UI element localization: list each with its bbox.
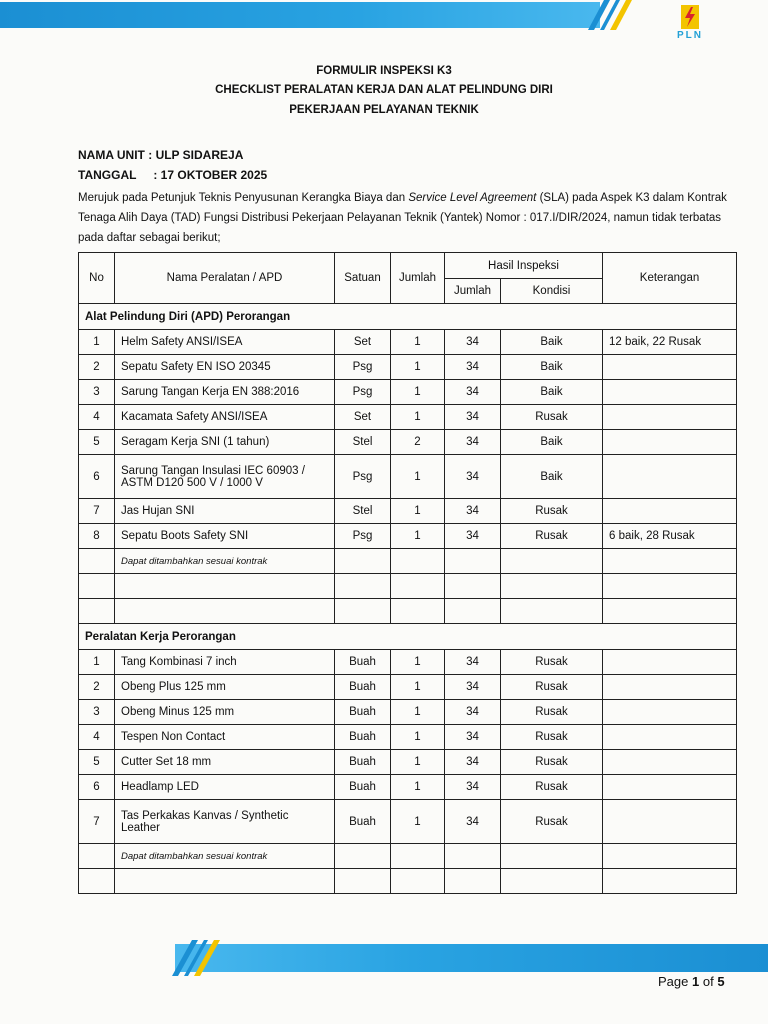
note-cell xyxy=(445,549,501,574)
row-unit: Psg xyxy=(335,455,391,499)
table-row xyxy=(79,750,737,775)
row-count: 34 xyxy=(445,650,501,675)
row-no: 2 xyxy=(79,675,115,700)
empty-cell xyxy=(335,869,391,894)
row-remarks xyxy=(603,499,737,524)
table-row xyxy=(79,700,737,725)
header-result-qty: Jumlah xyxy=(445,279,501,304)
row-unit: Psg xyxy=(335,355,391,380)
row-no: 7 xyxy=(79,499,115,524)
row-unit: Stel xyxy=(335,430,391,455)
table-row xyxy=(79,430,737,455)
table-row xyxy=(79,524,737,549)
row-name: Tas Perkakas Kanvas / Synthetic Leather xyxy=(115,800,335,844)
footer-stripes-decoration xyxy=(168,940,238,976)
lightning-icon xyxy=(680,4,700,30)
intro-text-1: Merujuk pada Petunjuk Teknis Penyusunan Kerangka Biaya dan xyxy=(78,192,409,204)
row-count: 34 xyxy=(445,750,501,775)
empty-cell xyxy=(79,599,115,624)
header-qty: Jumlah xyxy=(391,253,445,304)
row-no: 6 xyxy=(79,775,115,800)
row-condition: Baik xyxy=(501,380,603,405)
table-row xyxy=(79,775,737,800)
row-count: 34 xyxy=(445,499,501,524)
row-qty: 1 xyxy=(391,380,445,405)
row-remarks xyxy=(603,800,737,844)
row-qty: 1 xyxy=(391,355,445,380)
row-count: 34 xyxy=(445,800,501,844)
row-count: 34 xyxy=(445,330,501,355)
empty-cell xyxy=(445,574,501,599)
row-condition: Baik xyxy=(501,430,603,455)
row-qty: 1 xyxy=(391,775,445,800)
row-condition: Rusak xyxy=(501,499,603,524)
row-count: 34 xyxy=(445,725,501,750)
empty-cell xyxy=(79,574,115,599)
note-cell xyxy=(391,844,445,869)
row-remarks: 6 baik, 28 Rusak xyxy=(603,524,737,549)
row-remarks xyxy=(603,725,737,750)
table-row xyxy=(79,675,737,700)
row-remarks xyxy=(603,455,737,499)
note-cell xyxy=(335,844,391,869)
footer-band xyxy=(175,944,768,972)
row-count: 34 xyxy=(445,430,501,455)
row-count: 34 xyxy=(445,355,501,380)
note-cell xyxy=(391,549,445,574)
section-tools: Peralatan Kerja Perorangan xyxy=(79,624,737,650)
row-qty: 1 xyxy=(391,330,445,355)
form-subtitle-2: PEKERJAAN PELAYANAN TEKNIK xyxy=(289,104,479,116)
row-unit: Set xyxy=(335,405,391,430)
form-subtitle: CHECKLIST PERALATAN KERJA DAN ALAT PELINDUNG DIRI xyxy=(215,84,553,96)
empty-cell xyxy=(115,574,335,599)
table-row xyxy=(79,455,737,499)
row-remarks xyxy=(603,700,737,725)
row-name: Seragam Kerja SNI (1 tahun) xyxy=(115,430,335,455)
note-row-tools: Dapat ditambahkan sesuai kontrak xyxy=(115,844,335,869)
row-condition: Rusak xyxy=(501,405,603,430)
row-remarks xyxy=(603,355,737,380)
header-condition: Kondisi xyxy=(501,279,603,304)
table-row xyxy=(79,405,737,430)
row-remarks: 12 baik, 22 Rusak xyxy=(603,330,737,355)
row-no: 8 xyxy=(79,524,115,549)
empty-cell xyxy=(115,599,335,624)
header-name: Nama Peralatan / APD xyxy=(115,253,335,304)
row-no: 5 xyxy=(79,430,115,455)
row-condition: Rusak xyxy=(501,675,603,700)
header-result: Hasil Inspeksi xyxy=(445,253,603,279)
intro-paragraph xyxy=(78,188,738,248)
empty-cell xyxy=(391,869,445,894)
table-row xyxy=(79,800,737,844)
empty-cell xyxy=(501,869,603,894)
row-count: 34 xyxy=(445,455,501,499)
row-count: 34 xyxy=(445,380,501,405)
row-unit: Stel xyxy=(335,499,391,524)
intro-text-sla: Service Level Agreement xyxy=(408,192,537,204)
table-row xyxy=(79,650,737,675)
table-row xyxy=(79,725,737,750)
row-unit: Buah xyxy=(335,750,391,775)
row-condition: Baik xyxy=(501,455,603,499)
header-no: No xyxy=(79,253,115,304)
note-cell xyxy=(445,844,501,869)
empty-cell xyxy=(391,574,445,599)
header-unit: Satuan xyxy=(335,253,391,304)
date-label: TANGGAL xyxy=(78,168,137,182)
row-name: Sarung Tangan Kerja EN 388:2016 xyxy=(115,380,335,405)
row-name: Jas Hujan SNI xyxy=(115,499,335,524)
empty-cell xyxy=(445,599,501,624)
unit-value: : ULP SIDAREJA xyxy=(148,148,244,162)
row-unit: Buah xyxy=(335,725,391,750)
row-condition: Rusak xyxy=(501,800,603,844)
empty-cell xyxy=(335,574,391,599)
note-cell xyxy=(501,549,603,574)
form-title: FORMULIR INSPEKSI K3 xyxy=(316,65,452,77)
row-no: 7 xyxy=(79,800,115,844)
row-qty: 1 xyxy=(391,800,445,844)
row-name: Headlamp LED xyxy=(115,775,335,800)
intro-text-2: (SLA) pada Aspek K3 dalam Kontrak Tenaga Alih Daya (TAD) Fungsi Distribusi Pekerjaan Pelayanan Teknik (Yantek) Nomor : 017.I/DIR/2024, namun tidak terbatas pada daftar sebagai berikut; xyxy=(78,192,727,244)
empty-cell xyxy=(603,574,737,599)
row-condition: Rusak xyxy=(501,775,603,800)
row-name: Cutter Set 18 mm xyxy=(115,750,335,775)
page-of: of xyxy=(702,974,714,989)
row-condition: Rusak xyxy=(501,700,603,725)
row-count: 34 xyxy=(445,675,501,700)
empty-cell xyxy=(445,869,501,894)
row-unit: Buah xyxy=(335,700,391,725)
row-name: Obeng Plus 125 mm xyxy=(115,675,335,700)
row-qty: 1 xyxy=(391,700,445,725)
row-no: 6 xyxy=(79,455,115,499)
row-qty: 1 xyxy=(391,405,445,430)
row-qty: 1 xyxy=(391,499,445,524)
row-name: Sepatu Safety EN ISO 20345 xyxy=(115,355,335,380)
page-current: 1 xyxy=(692,974,700,989)
page-total: 5 xyxy=(717,974,725,989)
row-remarks xyxy=(603,750,737,775)
row-unit: Psg xyxy=(335,380,391,405)
row-condition: Rusak xyxy=(501,524,603,549)
logo-text: PLN xyxy=(677,30,703,41)
note-cell xyxy=(79,549,115,574)
note-cell xyxy=(79,844,115,869)
header-remarks: Keterangan xyxy=(603,253,737,304)
row-unit: Set xyxy=(335,330,391,355)
row-no: 5 xyxy=(79,750,115,775)
empty-cell xyxy=(501,574,603,599)
row-remarks xyxy=(603,405,737,430)
row-qty: 2 xyxy=(391,430,445,455)
row-count: 34 xyxy=(445,405,501,430)
section-apd: Alat Pelindung Diri (APD) Perorangan xyxy=(79,304,737,330)
page-label: Page xyxy=(658,974,689,989)
row-no: 4 xyxy=(79,725,115,750)
empty-cell xyxy=(115,869,335,894)
row-name: Helm Safety ANSI/ISEA xyxy=(115,330,335,355)
date-value: : 17 OKTOBER 2025 xyxy=(153,168,268,182)
row-qty: 1 xyxy=(391,650,445,675)
row-condition: Baik xyxy=(501,355,603,380)
row-no: 1 xyxy=(79,650,115,675)
row-name: Obeng Minus 125 mm xyxy=(115,700,335,725)
note-row-apd: Dapat ditambahkan sesuai kontrak xyxy=(115,549,335,574)
row-name: Sepatu Boots Safety SNI xyxy=(115,524,335,549)
date-line xyxy=(78,168,267,182)
empty-cell xyxy=(391,599,445,624)
row-name: Kacamata Safety ANSI/ISEA xyxy=(115,405,335,430)
unit-line xyxy=(78,148,243,162)
row-qty: 1 xyxy=(391,455,445,499)
row-qty: 1 xyxy=(391,675,445,700)
note-cell xyxy=(335,549,391,574)
unit-label: NAMA UNIT xyxy=(78,148,145,162)
row-condition: Rusak xyxy=(501,650,603,675)
empty-cell xyxy=(335,599,391,624)
row-name: Tespen Non Contact xyxy=(115,725,335,750)
note-cell xyxy=(501,844,603,869)
empty-cell xyxy=(501,599,603,624)
table-row xyxy=(79,355,737,380)
header-band xyxy=(0,2,600,28)
row-name: Tang Kombinasi 7 inch xyxy=(115,650,335,675)
row-no: 4 xyxy=(79,405,115,430)
header-stripes-decoration xyxy=(578,0,638,30)
row-condition: Rusak xyxy=(501,750,603,775)
row-qty: 1 xyxy=(391,725,445,750)
row-no: 3 xyxy=(79,700,115,725)
row-count: 34 xyxy=(445,700,501,725)
row-condition: Baik xyxy=(501,330,603,355)
row-unit: Buah xyxy=(335,800,391,844)
note-cell xyxy=(603,549,737,574)
row-remarks xyxy=(603,380,737,405)
row-unit: Psg xyxy=(335,524,391,549)
inspection-table xyxy=(78,252,737,894)
row-no: 2 xyxy=(79,355,115,380)
row-unit: Buah xyxy=(335,650,391,675)
row-condition: Rusak xyxy=(501,725,603,750)
empty-cell xyxy=(603,599,737,624)
empty-cell xyxy=(79,869,115,894)
pln-logo xyxy=(672,4,708,46)
row-no: 1 xyxy=(79,330,115,355)
row-remarks xyxy=(603,775,737,800)
row-qty: 1 xyxy=(391,524,445,549)
row-unit: Buah xyxy=(335,775,391,800)
row-count: 34 xyxy=(445,775,501,800)
row-remarks xyxy=(603,430,737,455)
row-no: 3 xyxy=(79,380,115,405)
row-remarks xyxy=(603,650,737,675)
row-remarks xyxy=(603,675,737,700)
row-qty: 1 xyxy=(391,750,445,775)
row-count: 34 xyxy=(445,524,501,549)
row-name: Sarung Tangan Insulasi IEC 60903 / ASTM D120 500 V / 1000 V xyxy=(115,455,335,499)
table-row xyxy=(79,330,737,355)
row-unit: Buah xyxy=(335,675,391,700)
table-row xyxy=(79,380,737,405)
empty-cell xyxy=(603,869,737,894)
note-cell xyxy=(603,844,737,869)
page-number xyxy=(658,974,725,989)
table-row xyxy=(79,499,737,524)
